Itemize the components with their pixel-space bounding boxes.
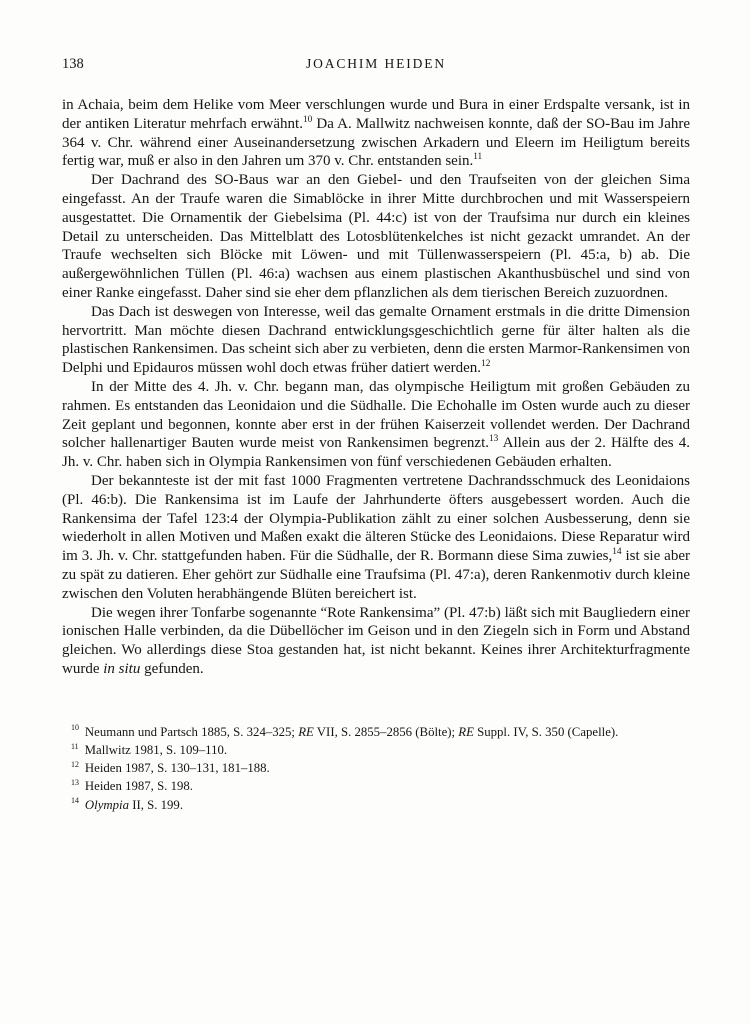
footnote-marker: 13	[71, 778, 79, 788]
paragraph-4: In der Mitte des 4. Jh. v. Chr. begann man, das olympische Heiligtum mit großen Gebäuden zu rahmen. Es entstanden das Leonidaion und die Südhalle. Die Echohalle im Osten wurde auch zu dieser Zeit geplant und begonnen, konnte aber erst in der frühen Kaiserzeit vollendet werden. Der Dachrand solcher hallenartiger Bauten wurde meist von Rankensimen begrenzt.$^{13}$ Allein aus der 2. Hälfte des 4. Jh. v. Chr. haben sich in Olympia Rankensimen von fünf verschiedenen Gebäuden erhalten.	[62, 378, 690, 471]
footnote-13	[62, 777, 690, 795]
footnote-text: Olympia II, S. 199.	[84, 797, 184, 812]
paragraph-5: Der bekannteste ist der mit fast 1000 Fragmenten vertretene Dachrandsschmuck des Leonidaions (Pl. 46:b). Die Rankensima ist im Laufe der Jahrhunderte öfters ausgebessert worden. Auch die Rankensima der Tafel 123:4 der Olympia-Publikation zählt zu einer solchen Ausbesserung, denn sie wiederholt in allen Motiven und Maßen exakt die älteren Stücke des Leonidaions. Diese Reparatur wird im 3. Jh. v. Chr. stattgefunden haben. Für die Südhalle, der R. Bormann diese Sima zuwies,$^{14}$ ist sie aber zu spät zu datieren. Eher gehört zur Südhalle eine Traufsima (Pl. 47:a), deren Rankenmotiv durch kleine zwischen den Voluten herabhängende Blüten bereichert ist.	[62, 472, 690, 602]
body-text	[62, 96, 690, 679]
footnote-marker: 14	[71, 796, 79, 806]
footnote-marker: 12	[71, 759, 79, 769]
paragraph-2: Der Dachrand des SO-Baus war an den Giebel- und den Traufseiten von der gleichen Sima eingefasst. An der Traufe waren die Simablöcke in ihrer Mitte durchbrochen und mit Wasserspeiern ausgestattet. Die Ornamentik der Giebelsima (Pl. 44:c) ist von der Traufsima nur durch ein kleines Detail zu unterscheiden. Das Mittelblatt des Lotosblütenkelches ist nicht gezackt umrandet. An der Traufe wechselten sich Blöcke mit Löwen- und mit Tüllenwasserspeiern (Pl. 45:a, b) ab. Die außergewöhnlichen Tüllen (Pl. 46:a) wachsen aus einem plastischen Akanthusbüschel und sind von einer Ranke eingefasst. Daher sind sie eher dem pflanzlichen als dem tierischen Bereich zuzuordnen.	[62, 172, 690, 301]
footnote-text: Heiden 1987, S. 130–131, 181–188.	[84, 761, 270, 776]
footnote-marker: 10	[71, 723, 79, 733]
page-number: 138	[62, 56, 84, 72]
footnote-14	[62, 796, 690, 814]
page-header	[62, 56, 690, 76]
running-head: JOACHIM HEIDEN	[305, 56, 447, 71]
paragraph-3: Das Dach ist deswegen von Interesse, weil das gemalte Ornament erstmals in die dritte Dimension hervortritt. Man möchte diesen Dachrand entwicklungsgeschichtlich gerne für älter halten als die plastischen Rankensimen. Das scheint sich aber zu verbieten, denn die ersten Marmor-Rankensimen von Delphi und Epidauros müssen wohl doch etwas früher datiert werden.$^{12}$	[62, 303, 690, 377]
footnote-text: Heiden 1987, S. 198.	[84, 779, 193, 794]
footnote-12	[62, 759, 690, 777]
footnote-10	[62, 723, 690, 741]
footnote-text: Neumann und Partsch 1885, S. 324–325; RE VII, S. 2855–2856 (Bölte); RE Suppl. IV, S. 350 (Capelle).	[84, 724, 619, 739]
paragraph-1: in Achaia, beim dem Helike vom Meer verschlungen wurde und Bura in einer Erdspalte versank, ist in der antiken Literatur mehrfach erwähnt.$^{10}$ Da A. Mallwitz nachweisen konnte, daß der SO-Bau im Jahre 364 v. Chr. während einer Auseinandersetzung zwischen Arkadern und Eleern im Heiligtum bereits fertig war, muß er also in den Jahren um 370 v. Chr. entstanden sein.$^{11}$	[62, 97, 691, 170]
footnote-marker: 11	[71, 741, 79, 751]
footnote-text: Mallwitz 1981, S. 109–110.	[84, 742, 228, 757]
footnote-11	[62, 741, 690, 759]
paragraph-6: Die wegen ihrer Tonfarbe sogenannte “Rote Rankensima” (Pl. 47:b) läßt sich mit Baugliedern einer ionischen Halle verbinden, da die Dübellöcher im Geison und in den Ziegeln sich in Form und Abstand gleichen. Wo allerdings diese Stoa gestanden hat, ist nicht bekannt. Keines ihrer Architekturfragmente wurde in situ gefunden.	[62, 604, 690, 677]
footnotes	[62, 723, 690, 814]
